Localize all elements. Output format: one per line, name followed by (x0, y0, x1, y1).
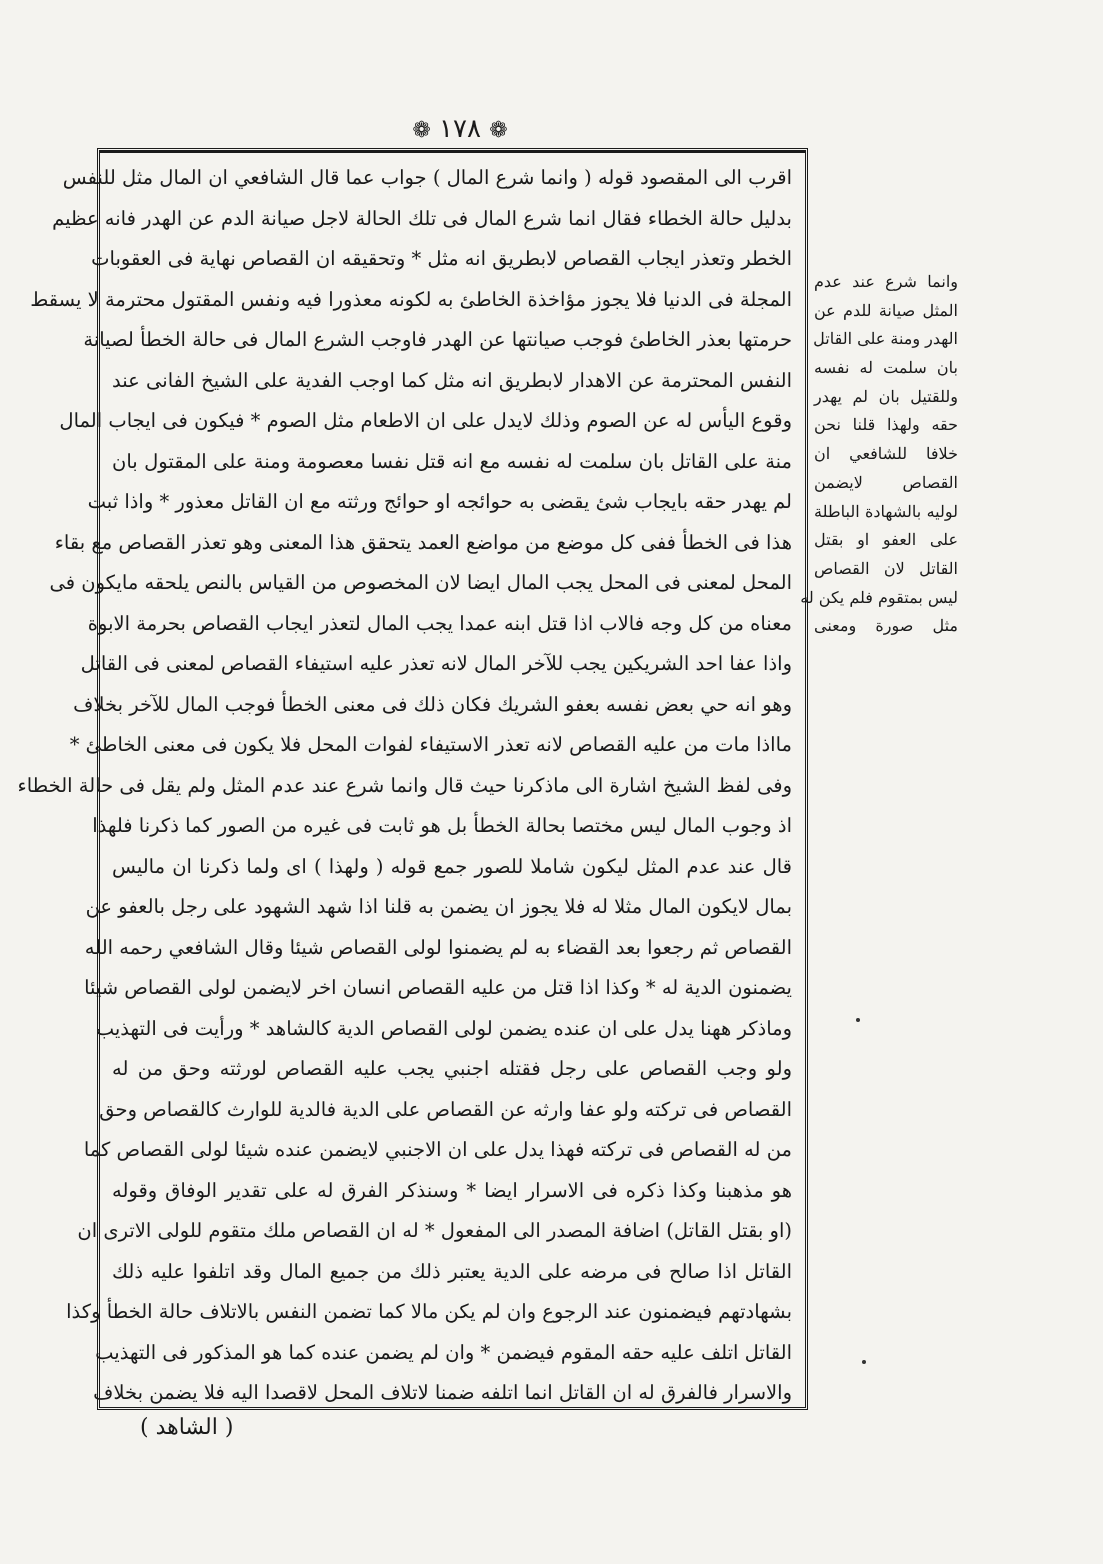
margin-note-line: القاتل لان القصاص (814, 558, 958, 578)
main-text-line: المحل لمعنى فى المحل يجب المال ايضا لان المخصوص من القياس بالنص يلحقه مايكون فى (49, 571, 792, 594)
main-text-line: هذا فى الخطأ ففى كل موضع من مواضع العمد يتحقق هذا المعنى وهو تعذر القصاص مع بقاء (54, 530, 792, 554)
margin-note-line: حقه ولهذا قلنا نحن (814, 415, 958, 435)
main-text-line: هو مذهبنا وكذا ذكره فى الاسرار ايضا * وسنذكر الفرق له على تقدير الوفاق وقوله (112, 1178, 792, 1202)
main-text-line: اذ وجوب المال ليس مختصا بحالة الخطأ بل هو ثابت فى غيره من الصور كما ذكرنا فلهذا (92, 814, 792, 837)
ornament-left-icon: ❁ (412, 118, 431, 143)
main-text-line: معناه من كل وجه فالاب اذا قتل ابنه عمدا يجب المال لتعذر ايجاب القصاص بحرمة الابوة (87, 611, 792, 635)
ornament-right-icon: ❁ (489, 118, 508, 143)
ink-dot (856, 1018, 860, 1022)
main-text-line: وقوع اليأس له عن الصوم وذلك لايدل على ان الاطعام مثل الصوم * فيكون فى ايجاب المال (59, 409, 792, 432)
main-text-line: النفس المحترمة عن الاهدار لابطريق انه مثل كما اوجب الفدية على الشيخ الفانى عند (112, 368, 792, 392)
margin-note-line: القصاص لايضمن (814, 472, 958, 492)
main-text-line: الخطر وتعذر ايجاب القصاص لابطريق انه مثل * وتحقيقه ان القصاص نهاية فى العقوبات (91, 247, 792, 270)
margin-note-block (800, 268, 958, 788)
main-text-line: (او بقتل القاتل) اضافة المصدر الى المفعول * له ان القصاص ملك متقوم للولى الاترى ان (77, 1219, 792, 1242)
margin-note-line: بان سلمت له نفسه (814, 358, 958, 378)
main-text-line: قال عند عدم المثل ليكون شاملا للصور جمع قوله ( ولهذا ) اى ولما ذكرنا ان ماليس (112, 854, 792, 878)
main-text-line: وماذكر ههنا يدل على ان عنده يضمن لولى القصاص الدية كالشاهد * ورأيت فى التهذيب (95, 1016, 792, 1040)
main-text-line: المجلة فى الدنيا فلا يجوز مؤاخذة الخاطئ به لكونه معذورا فيه ونفس المقتول محترمة لا يسقط (30, 287, 792, 311)
main-text-line: القاتل اتلف عليه حقه المقوم فيضمن * وان لم يضمن عنده كما هو المذكور فى التهذيب (95, 1340, 792, 1364)
margin-note-line: على العفو او بقتل (814, 530, 958, 550)
main-text-line: مااذا مات من عليه القصاص لانه تعذر الاستيفاء لفوات المحل فلا يكون فى معنى الخاطئ * (69, 733, 792, 756)
main-text-line: بشهادتهم فيضمنون عند الرجوع وان لم يكن مالا كما تضمن النفس بالاتلاف حالة الخطأ وكذا (66, 1300, 792, 1323)
main-text-block (17, 158, 792, 1404)
margin-note-line: ليس بمتقوم فلم يكن له (800, 587, 958, 607)
main-text-line: من له القصاص فى تركته فهذا يدل على ان الاجنبي لايضمن عنده شيئا لولى القصاص كما (83, 1138, 792, 1161)
main-text-line: يضمنون الدية له * وكذا اذا قتل من عليه القصاص انسان اخر لايضمن لولى القصاص شيئا (84, 976, 792, 999)
page-number-value: ١٧٨ (439, 114, 481, 144)
catchword: ( الشاهد ) (140, 1415, 234, 1440)
margin-note-line: وانما شرع عند عدم (814, 272, 958, 291)
margin-note-line: مثل صورة ومعنى (814, 616, 958, 636)
main-text-line: بمال لايكون المال مثلا له فلا يجوز ان يضمن به قلنا اذا شهد الشهود على رجل بالعفو عن (85, 895, 792, 918)
main-text-line: القصاص فى تركته ولو عفا وارثه عن القصاص على الدية فالدية للوارث كالقصاص وحق (99, 1097, 792, 1121)
margin-note-line: المثل صيانة للدم عن (814, 300, 958, 320)
margin-note-line: الهدر ومنة على القاتل (813, 329, 958, 349)
main-text-line: واذا عفا احد الشريكين يجب للآخر المال لانه تعذر عليه استيفاء القصاص لمعنى فى القاتل (80, 652, 792, 675)
main-text-line: القصاص ثم رجعوا بعد القضاء به لم يضمنوا لولى القصاص شيئا وقال الشافعي رحمه الله (84, 935, 792, 959)
main-text-line: بدليل حالة الخطاء فقال انما شرع المال فى تلك الحالة لاجل صيانة الدم عن الهدر فانه عظيم (52, 206, 792, 230)
page-number (400, 113, 520, 145)
main-text-line: والاسرار فالفرق له ان القاتل انما اتلفه ضمنا لاتلاف المحل لاقصدا اليه فلا يضمن بخلاف (93, 1381, 792, 1404)
main-text-line: منة على القاتل بان سلمت له نفسه مع انه قتل نفسا معصومة ومنة على المقتول بان (112, 449, 792, 473)
main-text-line: وفى لفظ الشيخ اشارة الى ماذكرنا حيث قال وانما شرع عند عدم المثل ولم يقل فى حالة الخطاء (17, 773, 792, 797)
main-text-line: حرمتها بعذر الخاطئ فوجب صيانتها عن الهدر فاوجب الشرع المال فى حالة الخطأ لصيانة (83, 328, 792, 351)
main-text-line: وهو انه حي بعض نفسه بعفو الشريك فكان ذلك فى معنى الخطأ فوجب المال للآخر بخلاف (73, 692, 792, 716)
margin-note-line: لوليه بالشهادة الباطلة (814, 501, 958, 521)
main-text-line: ولو وجب القصاص على رجل فقتله اجنبي يجب عليه القصاص لورثته وحق من له (112, 1057, 792, 1080)
main-text-line: اقرب الى المقصود قوله ( وانما شرع المال ) جواب عما قال الشافعي ان المال مثل للنفس (62, 166, 792, 189)
margin-note-line: خلافا للشافعي ان (814, 444, 958, 464)
main-text-line: القاتل اذا صالح فى مرضه على الدية يعتبر ذلك من جميع المال وقد اتلفوا عليه ذلك (112, 1259, 792, 1283)
margin-note-line: وللقتيل بان لم يهدر (814, 386, 958, 406)
ink-dot (862, 1360, 866, 1364)
main-text-line: لم يهدر حقه بايجاب شئ يقضى به حوائجه او حوائج ورثته مع ان القاتل معذور * واذا ثبت (87, 490, 792, 513)
